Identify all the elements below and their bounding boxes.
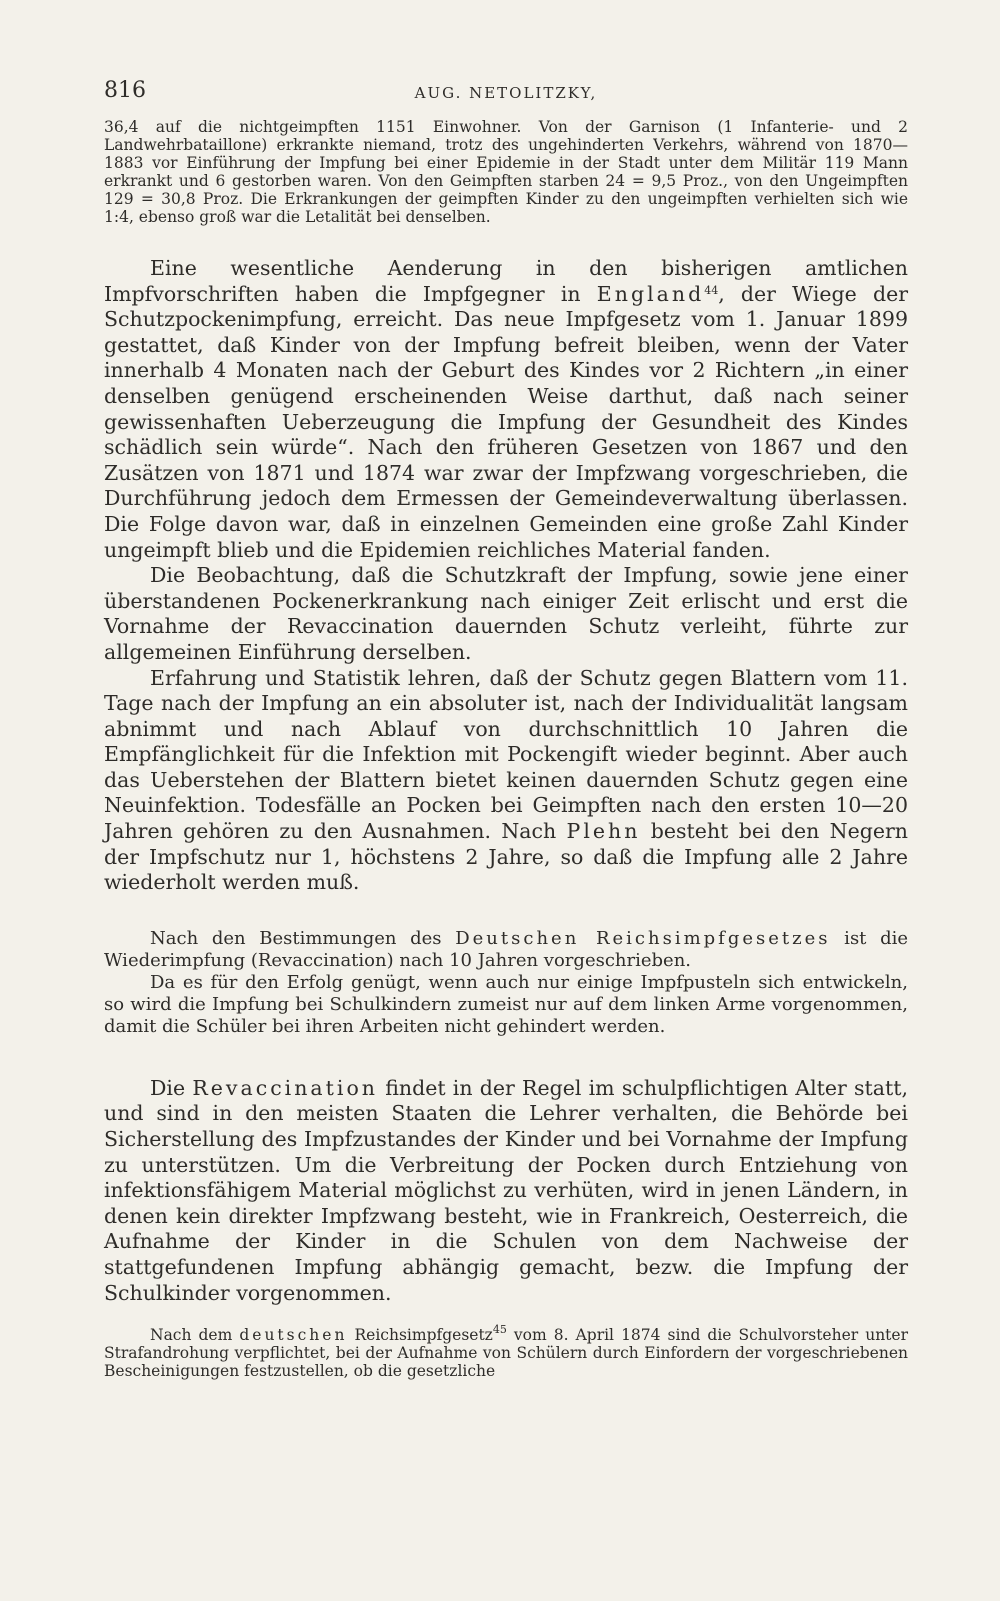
paragraph-experience: Erfahrung und Statistik lehren, daß der Schutz gegen Blattern vom 11. Tage nach der Impfung an ein absoluter ist, nach der Individualität langsam abnimmt und nach Ablauf von durchschnittlich 10 Jahren die Empfänglichkeit für die Infektion mit Pockengift wieder beginnt. Aber auch das Ueberstehen der Blattern bietet keinen dauernden Schutz gegen eine Neuinfektion. Todesfälle an Pocken bei Geimpften nach den ersten 10—20 Jahren gehören zu den Ausnahmen. Nach Plehn besteht bei den Negern der Impfschutz nur 1, höchstens 2 Jahre, so daß die Impfung alle 2 Jahre wiederholt werden muß.: [104, 665, 909, 895]
paragraph-england: Eine wesentliche Aenderung in den bisherigen amtlichen Impfvorschriften haben die Impfgegner in England$^{44}$, der Wiege der Schutzpockenimpfung, erreicht. Das neue Impfgesetz vom 1. Januar 1899 gestattet, daß Kinder von der Impfung befreit bleiben, wenn der Vater innerhalb 4 Monaten nach der Geburt des Kindes vor 2 Richtern „in einer denselben genügend erscheinenden Weise darthut, daß nach seiner gewissenhaften Ueberzeugung die Impfung der Gesundheit des Kindes schädlich sein würde“. Nach den früheren Gesetzen von 1867 und den Zusätzen von 1871 und 1874 war zwar der Impfzwang vorgeschrieben, die Durchführung jedoch dem Ermessen der Gemeindeverwaltung überlassen. Die Folge davon war, daß in einzelnen Gemeinden eine große Zahl Kinder ungeimpft blieb und die Epidemien reichliches Material fanden.: [104, 256, 909, 562]
paragraph-reichsimpfgesetz: Nach den Bestimmungen des Deutschen Reichsimpfgesetzes ist die Wiederimpfung (Revaccination) nach 10 Jahren vorgeschrieben.: [104, 927, 909, 971]
paragraph-observation: Die Beobachtung, daß die Schutzkraft der Impfung, sowie jene einer überstandenen Pockenerkrankung nach einiger Zeit erlischt und erst die Vornahme der Revaccination dauernden Schutz verleiht, führte zur allgemeinen Einführung derselben.: [104, 563, 908, 664]
spaced-word-plehn: Plehn: [566, 819, 641, 844]
running-title: AUG. NETOLITZKY,: [414, 84, 598, 102]
paragraph-pustules: Da es für den Erfolg genügt, wenn auch nur einige Impfpusteln sich entwickeln, so wird die Impfung bei Schulkindern zumeist nur auf dem linken Arme vorgenommen, damit die Schüler bei ihren Arbeiten nicht gehindert werden.: [104, 971, 908, 1037]
paragraph-schoolheads: Nach dem deutschen Reichsimpfgesetz$^{45}$ vom 8. April 1874 sind die Schulvorsteher unter Strafandrohung verpflichtet, bei der Aufnahme von Schülern durch Einfordern der vorgeschriebenen Bescheinigungen festzustellen, ob die gesetzliche: [104, 1323, 908, 1381]
spaced-word-reichsimpfgesetz: Deutschen Reichsimpfgesetzes: [455, 927, 831, 949]
footnote-ref-45: 45: [492, 1323, 507, 1337]
paragraph-statistics: 36,4 auf die nichtgeimpften 1151 Einwohner. Von der Garnison (1 Infanterie- und 2 Landwehrbataillone) erkrankte niemand, trotz des ungehinderten Verkehrs, während von 1870—1883 vor Einführung der Impfung bei einer Epidemie in der Stadt unter dem Militär 119 Mann erkrankt und 6 gestorben waren. Von den Geimpften starben 24 = 9,5 Proz., von den Ungeimpften 129 = 30,8 Proz. Die Erkrankungen der geimpften Kinder zu den ungeimpften verhielten sich wie 1:4, ebenso groß war die Letalität bei denselben.: [104, 118, 908, 226]
spaced-word-revaccination: Revaccination: [192, 1075, 378, 1100]
page-header: [104, 78, 908, 118]
paragraph-revaccination: Die Revaccination findet in der Regel im schulpflichtigen Alter statt, und sind in den meisten Staaten die Lehrer verhalten, die Behörde bei Sicherstellung des Impfzustandes der Kinder und bei Vornahme der Impfung zu unterstützen. Um die Verbreitung der Pocken durch Entziehung von infektionsfähigem Material möglichst zu verhüten, wird in jenen Ländern, in denen kein direkter Impfzwang besteht, wie in Frankreich, Oesterreich, die Aufnahme der Kinder in die Schulen von dem Nachweise der stattgefundenen Impfung abhängig gemacht, bezw. die Impfung der Schulkinder vorgenommen.: [104, 1075, 908, 1305]
footnote-ref-44: 44: [704, 283, 719, 297]
page-number: 816: [104, 78, 146, 103]
spaced-word-deutschen: deutschen: [239, 1326, 348, 1345]
spaced-word-england: England: [596, 281, 705, 306]
